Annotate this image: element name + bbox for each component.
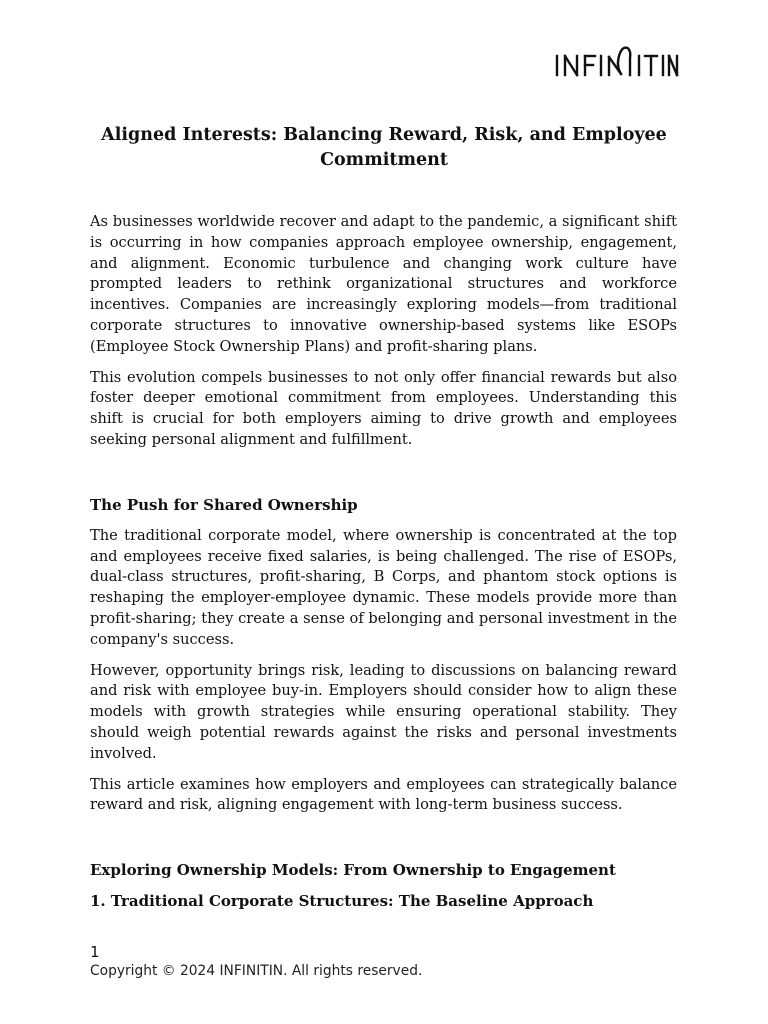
brand-logo: [553, 44, 679, 80]
shared-ownership-paragraph-3: This article examines how employers and employees can strategically balance reward and risk, aligning engagement with long-term business success.: [90, 775, 677, 814]
intro-paragraph-1: As businesses worldwide recover and adapt to the pandemic, a significant shift is occurring in how companies approach employee ownership, engagement, and alignment. Economic turbulence and changing work culture have prompted leaders to rethink organizational structures and workforce incentives. Companies are increasingly exploring models—from traditional corporate structures to innovative ownership-based systems like ESOPs (Employee Stock Ownership Plans) and profit-sharing plans.: [90, 213, 677, 355]
section-heading-ownership-models: Exploring Ownership Models: From Ownership to Engagement: [90, 861, 616, 880]
page-number: 1: [90, 943, 100, 961]
document-body: [90, 212, 677, 912]
document-title: Aligned Interests: Balancing Reward, Risk, and Employee Commitment: [101, 125, 667, 170]
section-heading-shared-ownership: The Push for Shared Ownership: [90, 495, 358, 514]
section-spacer: [90, 826, 677, 860]
shared-ownership-paragraph-2: However, opportunity brings risk, leading to discussions on balancing reward and risk with employee buy-in. Employers should consider how to align these models with growth strategies while ensuring operational stability. They should weigh potential rewards against the risks and personal investments involved.: [90, 661, 677, 762]
subsection-heading-traditional-structures: 1. Traditional Corporate Structures: The Baseline Approach: [90, 892, 594, 911]
copyright-notice: Copyright © 2024 INFINITIN. All rights reserved.: [90, 963, 423, 979]
intro-paragraph-2: This evolution compels businesses to not only offer financial rewards but also foster deeper emotional commitment from employees. Understanding this shift is crucial for both employers aiming to drive growth and employees seeking personal alignment and fulfillment.: [90, 368, 677, 448]
shared-ownership-paragraph-1: The traditional corporate model, where ownership is concentrated at the top and employees receive fixed salaries, is being challenged. The rise of ESOPs, dual-class structures, profit-sharing, B Corps, and phantom stock options is reshaping the employer-employee dynamic. These models provide more than profit-sharing; they create a sense of belonging and personal investment in the company's success.: [90, 526, 677, 648]
page-footer: [90, 942, 677, 980]
heading-spacer: [90, 516, 677, 526]
section-spacer: [90, 461, 677, 495]
infinitin-logo-mark: [553, 44, 679, 80]
